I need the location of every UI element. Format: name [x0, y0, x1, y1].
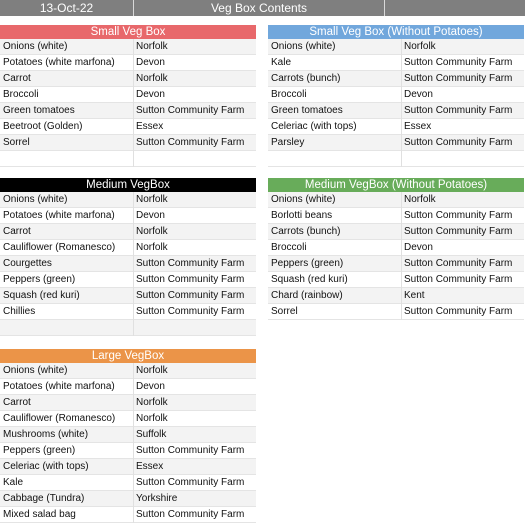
vegetable-name: Green tomatoes: [3, 105, 75, 116]
table-row: [268, 87, 524, 103]
column-divider: [133, 475, 134, 491]
vegetable-name: Sorrel: [3, 137, 30, 148]
origin-name: Sutton Community Farm: [404, 137, 513, 148]
vegetable-name: Kale: [3, 477, 24, 488]
column-divider: [133, 55, 134, 71]
vegetable-name: Carrot: [3, 73, 31, 84]
table-row: [268, 224, 524, 240]
vegetable-name: Carrot: [3, 397, 31, 408]
origin-name: Sutton Community Farm: [404, 73, 513, 84]
origin-name: Norfolk: [136, 242, 168, 253]
table-row: [268, 103, 524, 119]
vegetable-name: Green tomatoes: [271, 105, 343, 116]
vegetable-name: Kale: [271, 57, 292, 68]
table-row: [0, 71, 256, 87]
vegetable-name: Sorrel: [271, 306, 298, 317]
table-row: [0, 135, 256, 151]
table-row: [0, 304, 256, 320]
origin-name: Norfolk: [136, 194, 168, 205]
vegetable-name: Onions (white): [271, 194, 336, 205]
column-divider: [401, 55, 402, 71]
column-divider: [133, 507, 134, 523]
column-divider: [133, 119, 134, 135]
column-divider: [401, 288, 402, 304]
vegetable-name: Broccoli: [271, 242, 307, 253]
origin-name: Sutton Community Farm: [404, 57, 513, 68]
table-row: [0, 491, 256, 507]
table-row: [268, 304, 524, 320]
vegetable-name: Squash (red kuri): [271, 274, 348, 285]
origin-name: Devon: [136, 381, 165, 392]
large-veg-box-table: [0, 349, 256, 523]
medium-veg-box-table: [0, 178, 256, 336]
column-divider: [133, 87, 134, 103]
empty-row: [0, 151, 256, 167]
column-divider: [133, 320, 134, 336]
header-divider: [384, 0, 385, 16]
box-rows: [268, 192, 524, 320]
column-divider: [133, 71, 134, 87]
column-divider: [133, 103, 134, 119]
column-divider: [401, 103, 402, 119]
vegetable-name: Parsley: [271, 137, 305, 148]
origin-name: Devon: [136, 57, 165, 68]
column-divider: [401, 39, 402, 55]
table-row: [0, 288, 256, 304]
origin-name: Devon: [404, 89, 433, 100]
table-row: [0, 507, 256, 523]
origin-name: Suffolk: [136, 429, 167, 440]
vegetable-name: Mixed salad bag: [3, 509, 76, 520]
column-divider: [401, 208, 402, 224]
origin-name: Sutton Community Farm: [404, 274, 513, 285]
vegetable-name: Beetroot (Golden): [3, 121, 83, 132]
table-row: [268, 119, 524, 135]
vegetable-name: Onions (white): [3, 41, 68, 52]
vegetable-name: Celeriac (with tops): [3, 461, 89, 472]
vegetable-name: Peppers (green): [3, 445, 76, 456]
column-divider: [133, 427, 134, 443]
origin-name: Sutton Community Farm: [404, 306, 513, 317]
table-row: [0, 256, 256, 272]
vegetable-name: Mushrooms (white): [3, 429, 89, 440]
column-divider: [401, 256, 402, 272]
origin-name: Essex: [404, 121, 432, 132]
origin-name: Norfolk: [404, 41, 436, 52]
origin-name: Sutton Community Farm: [404, 210, 513, 221]
origin-name: Sutton Community Farm: [136, 258, 245, 269]
origin-name: Norfolk: [136, 397, 168, 408]
origin-name: Devon: [404, 242, 433, 253]
table-row: [0, 208, 256, 224]
column-divider: [133, 411, 134, 427]
column-divider: [133, 443, 134, 459]
origin-name: Norfolk: [136, 226, 168, 237]
origin-name: Sutton Community Farm: [404, 226, 513, 237]
table-row: [268, 135, 524, 151]
table-row: [0, 103, 256, 119]
origin-name: Devon: [136, 89, 165, 100]
column-divider: [133, 39, 134, 55]
vegetable-name: Potatoes (white marfona): [3, 210, 115, 221]
column-divider: [401, 87, 402, 103]
vegetable-name: Carrot: [3, 226, 31, 237]
vegetable-name: Chard (rainbow): [271, 290, 343, 301]
table-row: [0, 379, 256, 395]
origin-name: Norfolk: [404, 194, 436, 205]
vegetable-name: Carrots (bunch): [271, 226, 341, 237]
origin-name: Sutton Community Farm: [136, 137, 245, 148]
table-row: [0, 240, 256, 256]
column-divider: [133, 491, 134, 507]
empty-row: [0, 320, 256, 336]
origin-name: Kent: [404, 290, 425, 301]
origin-name: Sutton Community Farm: [404, 258, 513, 269]
vegetable-name: Cauliflower (Romanesco): [3, 413, 116, 424]
table-row: [268, 272, 524, 288]
table-row: [268, 256, 524, 272]
vegetable-name: Peppers (green): [3, 274, 76, 285]
column-divider: [133, 151, 134, 167]
box-header: Small Veg Box: [0, 25, 256, 39]
table-row: [0, 272, 256, 288]
table-row: [0, 459, 256, 475]
column-divider: [133, 192, 134, 208]
small-veg-box-no-potatoes-table: [268, 25, 524, 167]
medium-veg-box-no-potatoes-table: [268, 178, 524, 320]
table-row: [0, 224, 256, 240]
vegetable-name: Cabbage (Tundra): [3, 493, 85, 504]
origin-name: Sutton Community Farm: [136, 445, 245, 456]
box-header: Large VegBox: [0, 349, 256, 363]
column-divider: [401, 224, 402, 240]
origin-name: Sutton Community Farm: [136, 290, 245, 301]
column-divider: [133, 272, 134, 288]
table-row: [0, 411, 256, 427]
empty-row: [268, 151, 524, 167]
origin-name: Sutton Community Farm: [136, 306, 245, 317]
column-divider: [401, 272, 402, 288]
vegetable-name: Borlotti beans: [271, 210, 333, 221]
column-divider: [401, 119, 402, 135]
table-row: [0, 475, 256, 491]
column-divider: [401, 192, 402, 208]
vegetable-name: Onions (white): [3, 194, 68, 205]
origin-name: Essex: [136, 121, 164, 132]
table-row: [0, 395, 256, 411]
vegetable-name: Broccoli: [271, 89, 307, 100]
table-row: [268, 39, 524, 55]
origin-name: Sutton Community Farm: [136, 274, 245, 285]
column-divider: [401, 151, 402, 167]
table-row: [0, 443, 256, 459]
table-row: [0, 363, 256, 379]
vegetable-name: Onions (white): [271, 41, 336, 52]
table-row: [0, 119, 256, 135]
column-divider: [133, 256, 134, 272]
date-label: 13-Oct-22: [39, 1, 94, 15]
vegetable-name: Squash (red kuri): [3, 290, 80, 301]
top-header-bar: [0, 0, 525, 16]
column-divider: [133, 395, 134, 411]
table-row: [268, 55, 524, 71]
vegetable-name: Cauliflower (Romanesco): [3, 242, 116, 253]
vegetable-name: Celeriac (with tops): [271, 121, 357, 132]
box-header: Medium VegBox (Without Potatoes): [268, 178, 524, 192]
box-rows: [0, 363, 256, 523]
box-header: Medium VegBox: [0, 178, 256, 192]
column-divider: [133, 135, 134, 151]
box-rows: [0, 39, 256, 167]
box-rows: [0, 192, 256, 336]
origin-name: Norfolk: [136, 41, 168, 52]
table-row: [268, 240, 524, 256]
origin-name: Sutton Community Farm: [136, 509, 245, 520]
vegetable-name: Courgettes: [3, 258, 52, 269]
origin-name: Sutton Community Farm: [136, 477, 245, 488]
vegetable-name: Chillies: [3, 306, 36, 317]
vegetable-name: Carrots (bunch): [271, 73, 341, 84]
table-row: [268, 208, 524, 224]
table-row: [268, 71, 524, 87]
vegetable-name: Potatoes (white marfona): [3, 57, 115, 68]
column-divider: [401, 71, 402, 87]
origin-name: Essex: [136, 461, 164, 472]
table-row: [0, 55, 256, 71]
box-rows: [268, 39, 524, 167]
column-divider: [133, 363, 134, 379]
table-row: [0, 427, 256, 443]
vegetable-name: Potatoes (white marfona): [3, 381, 115, 392]
column-divider: [133, 304, 134, 320]
column-divider: [133, 288, 134, 304]
column-divider: [133, 224, 134, 240]
column-divider: [133, 208, 134, 224]
table-row: [0, 87, 256, 103]
origin-name: Norfolk: [136, 413, 168, 424]
column-divider: [133, 459, 134, 475]
sheet-title: Veg Box Contents: [210, 1, 308, 15]
small-veg-box-table: [0, 25, 256, 167]
box-header: Small Veg Box (Without Potatoes): [268, 25, 524, 39]
column-divider: [401, 135, 402, 151]
origin-name: Yorkshire: [136, 493, 178, 504]
column-divider: [401, 304, 402, 320]
table-row: [268, 288, 524, 304]
table-row: [268, 192, 524, 208]
table-row: [0, 192, 256, 208]
vegetable-name: Peppers (green): [271, 258, 344, 269]
origin-name: Devon: [136, 210, 165, 221]
origin-name: Sutton Community Farm: [136, 105, 245, 116]
table-row: [0, 39, 256, 55]
column-divider: [133, 240, 134, 256]
column-divider: [133, 379, 134, 395]
origin-name: Norfolk: [136, 365, 168, 376]
origin-name: Sutton Community Farm: [404, 105, 513, 116]
column-divider: [401, 240, 402, 256]
origin-name: Norfolk: [136, 73, 168, 84]
vegetable-name: Onions (white): [3, 365, 68, 376]
vegetable-name: Broccoli: [3, 89, 39, 100]
